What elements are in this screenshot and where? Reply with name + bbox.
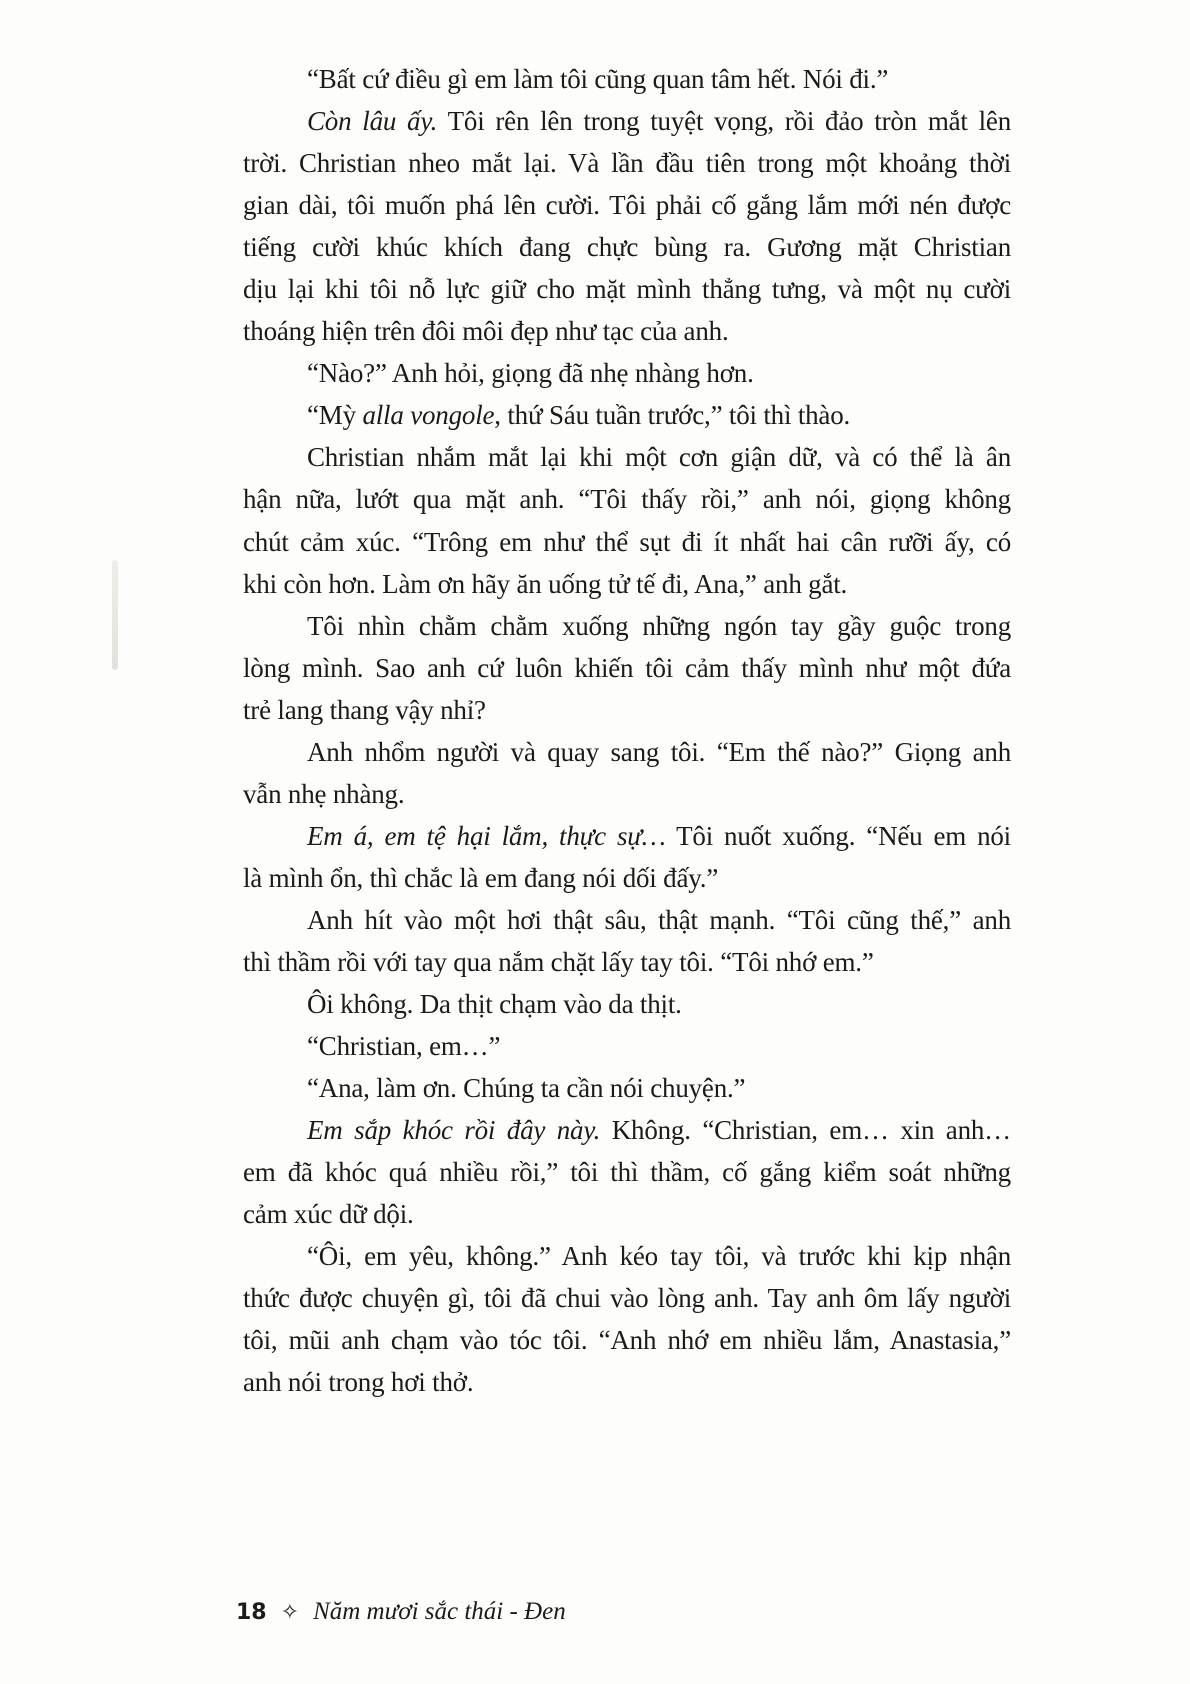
text-segment: “Ana, làm ơn. Chúng ta cần nói chuyện.”	[307, 1073, 746, 1104]
italic-text: Em á, em tệ hại lắm, thực sự…	[307, 820, 666, 851]
star-ornament-icon: ✧	[280, 1599, 300, 1624]
text-line	[243, 1025, 1011, 1067]
text-segment: tôi, mũi anh chạm vào tóc tôi. “Anh nhớ em nhiều lắm, Anastasia,”	[243, 1325, 1011, 1356]
text-segment: , thứ Sáu tuần trước,” tôi thì thào.	[494, 400, 851, 431]
text-line	[243, 1361, 1011, 1403]
text-segment: Không. “Christian, em… xin anh…	[600, 1115, 1011, 1146]
text-segment: Ôi không. Da thịt chạm vào da thịt.	[307, 989, 682, 1020]
text-line	[243, 1235, 1011, 1277]
text-line	[243, 899, 1011, 941]
page-edge-shadow	[112, 560, 118, 670]
book-title: Năm mươi sắc thái - Đen	[313, 1598, 566, 1625]
italic-text: Còn lâu ấy.	[307, 106, 438, 137]
text-line	[243, 1319, 1011, 1361]
text-segment: vẫn nhẹ nhàng.	[243, 778, 405, 809]
text-line	[243, 689, 1011, 731]
text-line	[243, 521, 1011, 563]
text-line	[243, 941, 1011, 983]
text-line	[243, 100, 1011, 142]
text-segment: “Bất cứ điều gì em làm tôi cũng quan tâm hết. Nói đi.”	[307, 64, 889, 94]
text-line	[243, 1151, 1011, 1193]
text-segment: Christian nhắm mắt lại khi một cơn giận dữ, và có thể là ân	[307, 442, 1011, 473]
text-line	[243, 268, 1011, 310]
text-line	[243, 857, 1011, 899]
body-text	[243, 58, 1011, 1404]
text-line	[243, 563, 1011, 605]
text-line	[243, 983, 1011, 1025]
text-segment: “Christian, em…”	[307, 1031, 501, 1062]
text-segment: Anh hít vào một hơi thật sâu, thật mạnh. “Tôi cũng thế,” anh	[307, 904, 1011, 935]
text-line	[243, 58, 1011, 100]
text-line	[243, 184, 1011, 226]
text-line	[243, 731, 1011, 773]
text-segment: Tôi nuốt xuống. “Nếu em nói	[665, 820, 1011, 851]
text-segment: trời. Christian nheo mắt lại. Và lần đầu tiên trong một khoảng thời	[243, 148, 1011, 179]
text-line	[243, 647, 1011, 689]
text-line	[243, 1277, 1011, 1319]
text-line	[243, 226, 1011, 268]
text-segment: lòng mình. Sao anh cứ luôn khiến tôi cảm thấy mình như một đứa	[243, 652, 1011, 683]
text-segment: “Nào?” Anh hỏi, giọng đã nhẹ nhàng hơn.	[307, 358, 754, 389]
text-line	[243, 436, 1011, 478]
text-segment: anh nói trong hơi thở.	[243, 1367, 474, 1398]
text-line	[243, 394, 1011, 436]
text-line	[243, 1067, 1011, 1109]
text-segment: thức được chuyện gì, tôi đã chui vào lòng anh. Tay anh ôm lấy người	[243, 1283, 1011, 1314]
text-segment: em đã khóc quá nhiều rồi,” tôi thì thầm, cố gắng kiểm soát những	[243, 1157, 1011, 1188]
text-segment: “Ôi, em yêu, không.” Anh kéo tay tôi, và trước khi kịp nhận	[307, 1241, 1011, 1272]
text-line	[243, 352, 1011, 394]
text-segment: gian dài, tôi muốn phá lên cười. Tôi phải cố gắng lắm mới nén được	[243, 190, 1011, 221]
text-segment: thoáng hiện trên đôi môi đẹp như tạc của anh.	[243, 316, 729, 347]
text-segment: khi còn hơn. Làm ơn hãy ăn uống tử tế đi, Ana,” anh gắt.	[243, 568, 848, 599]
text-segment: thì thầm rồi với tay qua nắm chặt lấy tay tôi. “Tôi nhớ em.”	[243, 946, 874, 977]
text-line	[243, 478, 1011, 520]
text-segment: Tôi nhìn chằm chằm xuống những ngón tay gầy guộc trong	[307, 610, 1011, 641]
text-segment: chút cảm xúc. “Trông em như thể sụt đi ít nhất hai cân rưỡi ấy, có	[243, 526, 1011, 557]
page-footer	[236, 1598, 566, 1626]
text-line	[243, 310, 1011, 352]
text-segment: Anh nhổm người và quay sang tôi. “Em thế nào?” Giọng anh	[307, 736, 1011, 767]
text-segment: cảm xúc dữ dội.	[243, 1199, 414, 1230]
text-line	[243, 142, 1011, 184]
italic-text: Em sắp khóc rồi đây này.	[307, 1115, 601, 1146]
text-line	[243, 773, 1011, 815]
text-segment: trẻ lang thang vậy nhỉ?	[243, 694, 486, 725]
text-segment: tiếng cười khúc khích đang chực bùng ra. Gương mặt Christian	[243, 232, 1011, 263]
text-segment: là mình ổn, thì chắc là em đang nói dối đấy.”	[243, 862, 719, 893]
text-line	[243, 815, 1011, 857]
text-segment: Tôi rên lên trong tuyệt vọng, rồi đảo tròn mắt lên	[437, 106, 1011, 137]
italic-text: alla vongole	[362, 400, 495, 431]
text-line	[243, 605, 1011, 647]
text-line	[243, 1109, 1011, 1151]
text-segment: hận nữa, lướt qua mặt anh. “Tôi thấy rồi,” anh nói, giọng không	[243, 484, 1011, 515]
text-line	[243, 1193, 1011, 1235]
text-segment: dịu lại khi tôi nỗ lực giữ cho mặt mình thẳng tưng, và một nụ cười	[243, 274, 1011, 305]
text-segment: “Mỳ	[307, 400, 363, 431]
page-number: 18	[236, 1599, 267, 1625]
